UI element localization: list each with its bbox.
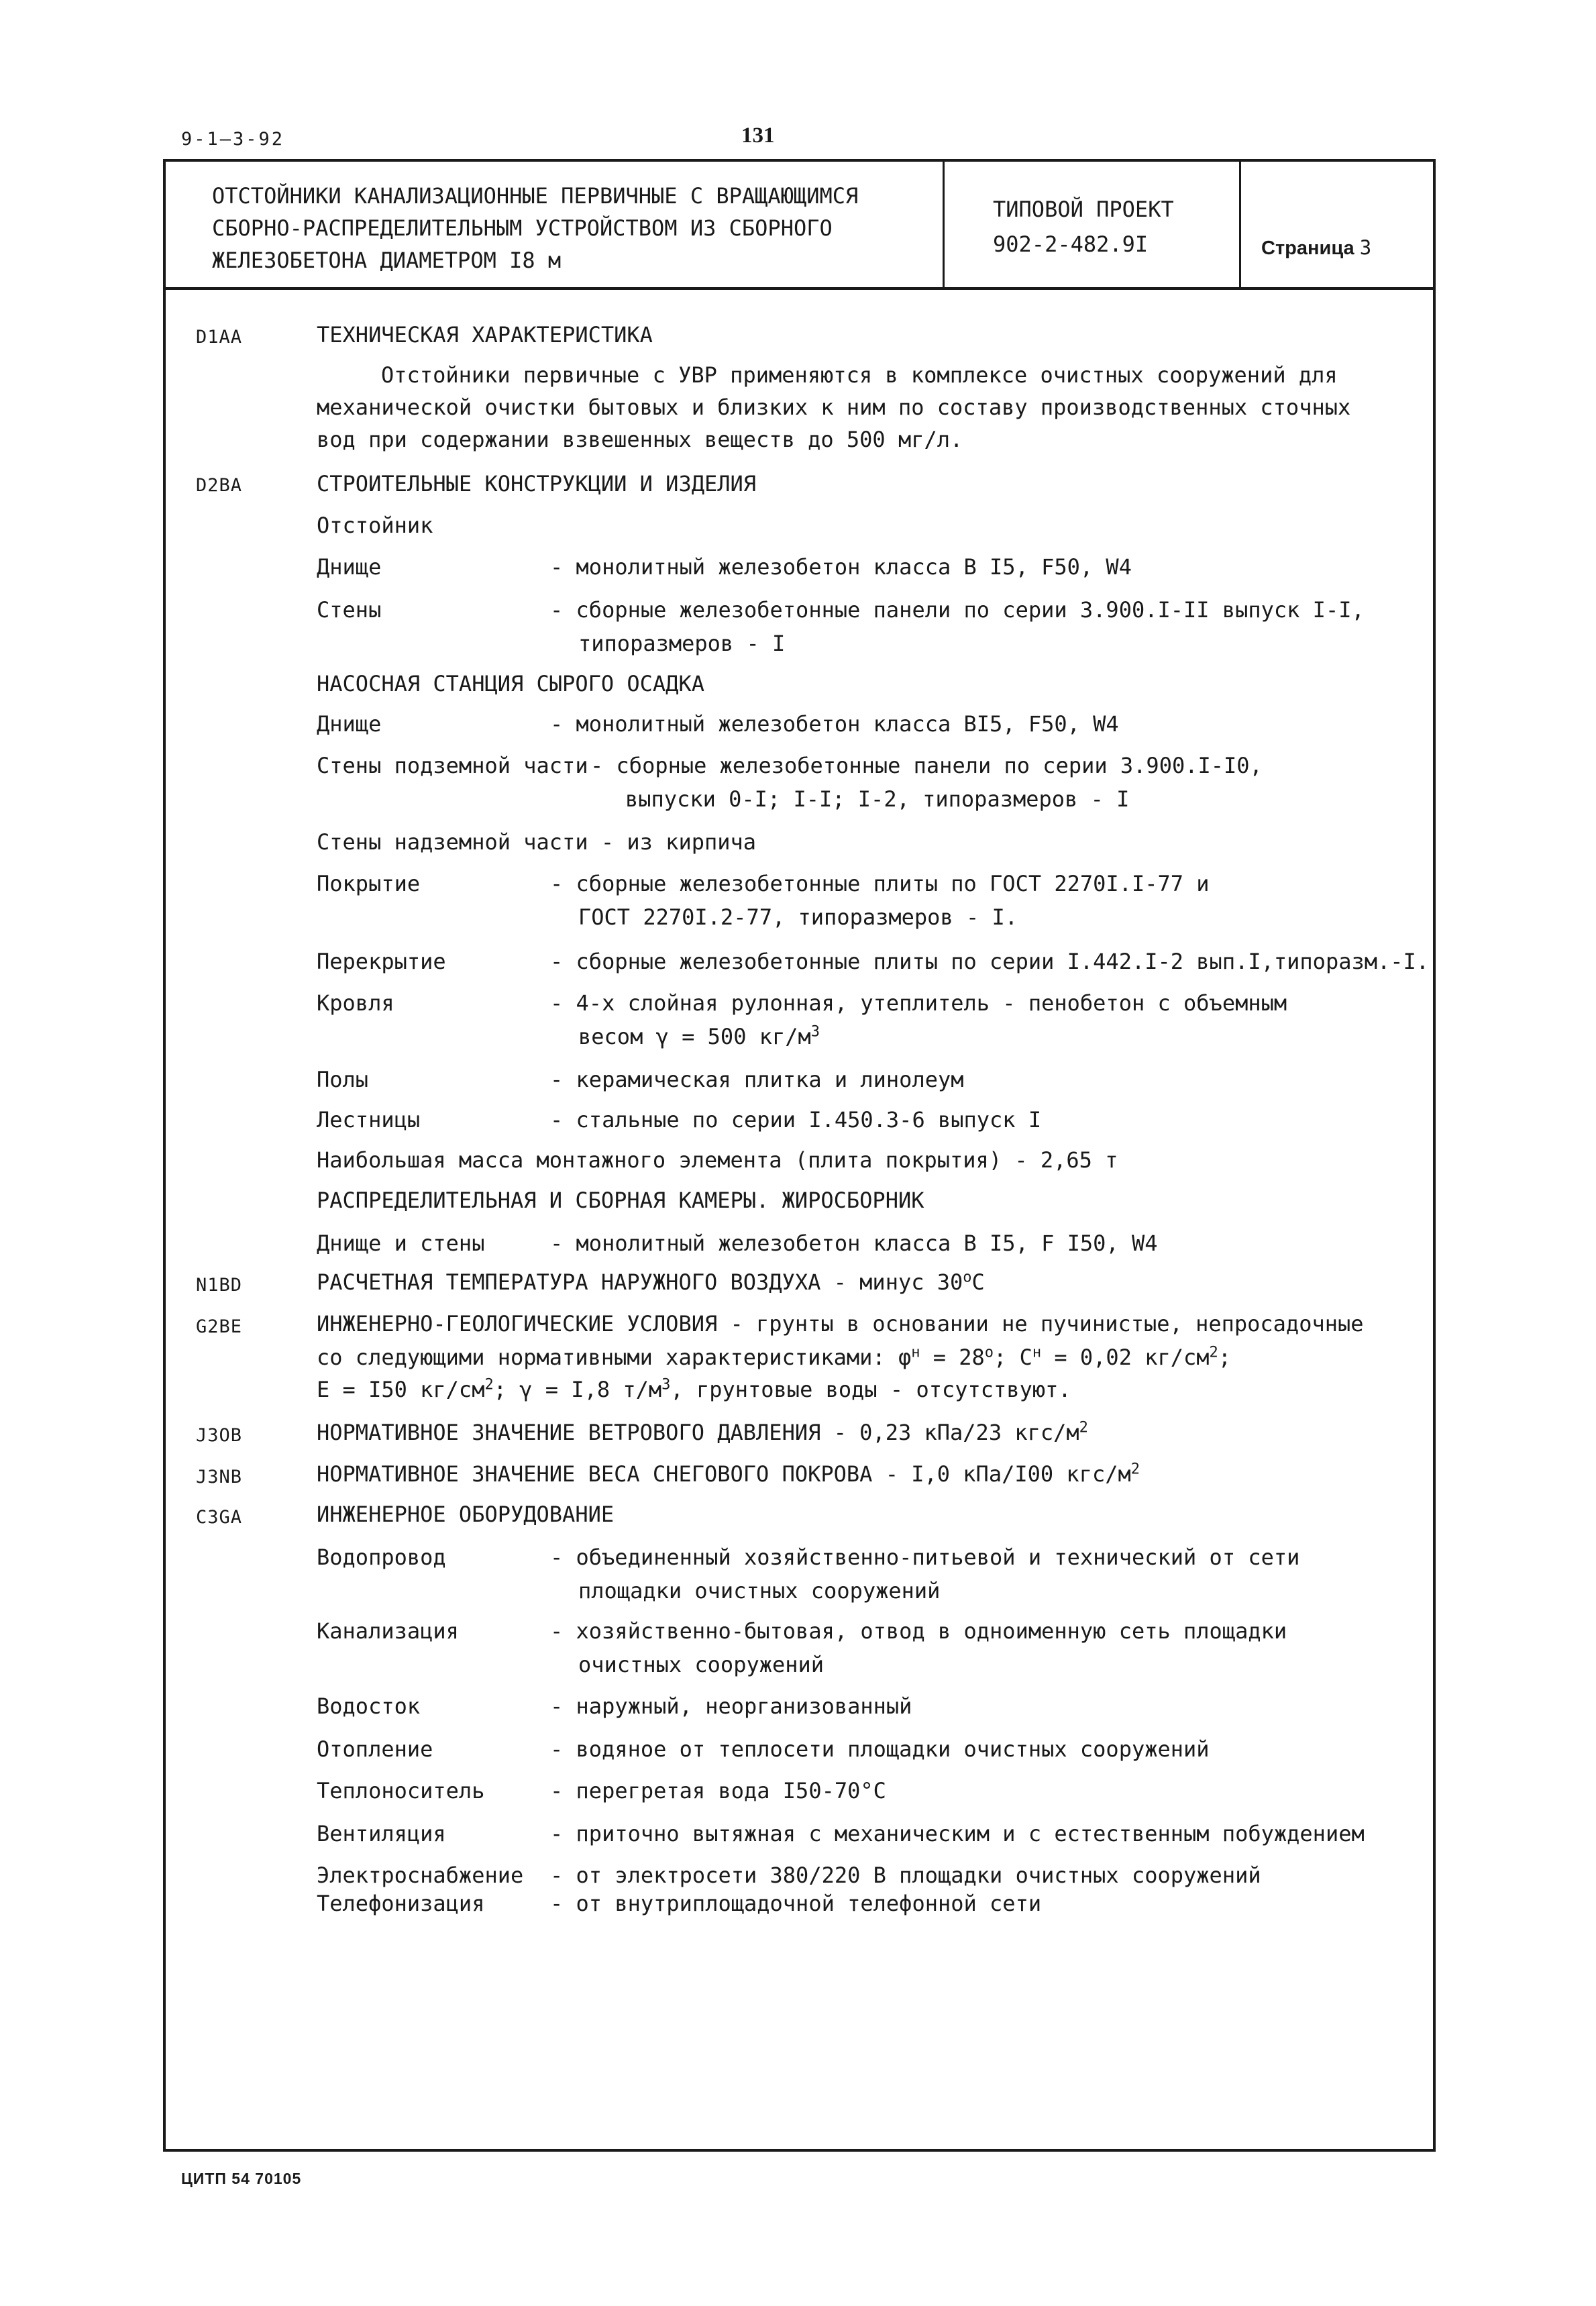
spec-value-continued: площадки очистных сооружений xyxy=(578,1578,941,1604)
spec-label: Стены xyxy=(317,597,382,623)
text-line xyxy=(317,1377,1071,1402)
geology-text: ; xyxy=(1218,1345,1232,1370)
spec-value: - перегретая вода I50-70°С xyxy=(550,1778,886,1803)
title-block-divider xyxy=(163,287,1436,290)
section-heading xyxy=(317,1461,1140,1487)
geology-text: ; С xyxy=(994,1345,1032,1370)
spec-value-continued: типоразмеров - I xyxy=(578,631,786,656)
wind-text: НОРМАТИВНОЕ ЗНАЧЕНИЕ ВЕТРОВОГО ДАВЛЕНИЯ - 0,23 кПа/23 кгс/м xyxy=(317,1420,1079,1445)
section-heading xyxy=(317,1420,1088,1445)
superscript: о xyxy=(984,1344,994,1361)
geology-text: ; γ = I,8 т/м xyxy=(493,1377,662,1402)
spec-value: - сборные железобетонные плиты по ГОСТ 2270I.I-77 и xyxy=(550,871,1210,896)
spec-value: - от электросети 380/220 В площадки очистных сооружений xyxy=(550,1863,1261,1888)
text-line: Отстойники первичные с УВР применяются в комплексе очистных сооружений для xyxy=(381,362,1338,388)
spec-label: Вентиляция xyxy=(317,1821,446,1846)
title-block-separator-2 xyxy=(1239,159,1241,289)
geology-text: Е = I50 кг/см xyxy=(317,1377,485,1402)
document-code: 9-1—3-92 xyxy=(181,129,285,150)
spec-value: - от внутриплощадочной телефонной сети xyxy=(550,1891,1042,1916)
section-code: C3GA xyxy=(196,1507,243,1528)
superscript: о xyxy=(963,1269,972,1286)
superscript: 2 xyxy=(1209,1344,1218,1361)
spec-value: - сборные железобетонные плиты по серии I.442.I-2 вып.I,типоразм.-I. xyxy=(550,949,1430,974)
subsection-title: НАСОСНАЯ СТАНЦИЯ СЫРОГО ОСАДКА xyxy=(317,671,704,696)
spec-value-continued xyxy=(578,1024,820,1049)
superscript: 2 xyxy=(484,1376,494,1394)
spec-line: Стены надземной части - из кирпича xyxy=(317,829,757,855)
spec-value: - сборные железобетонные панели по серии 3.900.I-II выпуск I-I, xyxy=(550,597,1365,623)
spec-value: - хозяйственно-бытовая, отвод в одноименную сеть площадки xyxy=(550,1618,1287,1644)
spec-value-continued: выпуски 0-I; I-I; I-2, типоразмеров - I xyxy=(625,786,1130,812)
section-heading: ТЕХНИЧЕСКАЯ ХАРАКТЕРИСТИКА xyxy=(317,322,653,348)
spec-value: - приточно вытяжная с механическим и с естественным побуждением xyxy=(550,1821,1365,1846)
section-code: J3NB xyxy=(196,1467,243,1487)
spec-label: Электроснабжение xyxy=(317,1863,524,1888)
section-heading: ИНЖЕНЕРНО-ГЕОЛОГИЧЕСКИЕ УСЛОВИЯ - грунты в основании не пучинистые, непросадочные xyxy=(317,1311,1364,1337)
snow-text: НОРМАТИВНОЕ ЗНАЧЕНИЕ ВЕСА СНЕГОВОГО ПОКРОВА - I,0 кПа/I00 кгс/м xyxy=(317,1461,1131,1487)
section-heading xyxy=(317,1269,985,1295)
superscript: 3 xyxy=(661,1376,671,1394)
spec-value: - водяное от теплосети площадки очистных сооружений xyxy=(550,1736,1210,1762)
spec-value: - монолитный железобетон класса BI5, F50, W4 xyxy=(550,711,1119,737)
project-number: 902-2-482.9I xyxy=(993,231,1149,257)
subsection-title: РАСПРЕДЕЛИТЕЛЬНАЯ И СБОРНАЯ КАМЕРЫ. ЖИРОСБОРНИК xyxy=(317,1188,924,1213)
spec-line: Наибольшая масса монтажного элемента (плита покрытия) - 2,65 т xyxy=(317,1147,1118,1173)
text-line: вод при содержании взвешенных веществ до 500 мг/л. xyxy=(317,427,963,452)
superscript: 3 xyxy=(810,1023,820,1041)
spec-label: Отопление xyxy=(317,1736,433,1762)
spec-value: - монолитный железобетон класса В I5, F50, W4 xyxy=(550,554,1132,580)
spec-label: Водопровод xyxy=(317,1544,446,1570)
temperature-unit: С xyxy=(971,1269,985,1295)
spec-label: Канализация xyxy=(317,1618,459,1644)
spec-label: Теплоноситель xyxy=(317,1778,485,1803)
sheet-number: 131 xyxy=(741,123,775,148)
footer-stamp: ЦИТП 54 70105 xyxy=(181,2170,302,2187)
section-code: J3OB xyxy=(196,1425,243,1446)
roof-weight-text: весом γ = 500 кг/м xyxy=(578,1024,811,1049)
temperature-text: РАСЧЕТНАЯ ТЕМПЕРАТУРА НАРУЖНОГО ВОЗДУХА - минус 30 xyxy=(317,1269,963,1295)
text-line xyxy=(317,1345,1231,1370)
geology-text: = 28 xyxy=(920,1345,985,1370)
spec-label: Днище xyxy=(317,554,382,580)
section-code: D2BA xyxy=(196,475,243,496)
page-value: 3 xyxy=(1359,236,1372,259)
title-line-1: ОТСТОЙНИКИ КАНАЛИЗАЦИОННЫЕ ПЕРВИЧНЫЕ С ВРАЩАЮЩИМСЯ xyxy=(212,183,859,209)
spec-value: - сборные железобетонные панели по серии 3.900.I-I0, xyxy=(590,753,1263,778)
superscript: 2 xyxy=(1130,1461,1140,1478)
document-title xyxy=(212,180,930,276)
section-heading: ИНЖЕНЕРНОЕ ОБОРУДОВАНИЕ xyxy=(317,1502,615,1527)
section-code: D1AA xyxy=(196,327,243,348)
geology-text: со следующими нормативными характеристиками: φ xyxy=(317,1345,912,1370)
project-block xyxy=(993,192,1174,262)
spec-label: Кровля xyxy=(317,990,394,1016)
superscript: н xyxy=(911,1344,920,1361)
page-label: Страница xyxy=(1261,238,1354,259)
spec-label: Стены подземной части xyxy=(317,753,588,778)
spec-label: Полы xyxy=(317,1067,369,1092)
spec-value: - объединенный хозяйственно-питьевой и технический от сети xyxy=(550,1544,1300,1570)
title-line-2: СБОРНО-РАСПРЕДЕЛИТЕЛЬНЫМ УСТРОЙСТВОМ ИЗ СБОРНОГО xyxy=(212,215,833,241)
text-line: механической очистки бытовых и близких к ним по составу производственных сточных xyxy=(317,395,1351,420)
subsection-title: Отстойник xyxy=(317,513,433,538)
title-block-separator-1 xyxy=(943,159,945,289)
section-code: N1BD xyxy=(196,1275,243,1296)
spec-value-continued: очистных сооружений xyxy=(578,1652,824,1677)
superscript: н xyxy=(1032,1344,1042,1361)
section-heading: СТРОИТЕЛЬНЫЕ КОНСТРУКЦИИ И ИЗДЕЛИЯ xyxy=(317,471,757,496)
geology-text: , грунтовые воды - отсутствуют. xyxy=(670,1377,1071,1402)
spec-value: - 4-х слойная рулонная, утеплитель - пенобетон с объемным xyxy=(550,990,1287,1016)
spec-value: - стальные по серии I.450.3-6 выпуск I xyxy=(550,1107,1042,1133)
spec-label: Днище и стены xyxy=(317,1230,485,1256)
page-indicator xyxy=(1261,236,1371,260)
superscript: 2 xyxy=(1079,1419,1088,1436)
section-code: G2BE xyxy=(196,1316,243,1337)
spec-label: Перекрытие xyxy=(317,949,446,974)
spec-value-continued: ГОСТ 2270I.2-77, типоразмеров - I. xyxy=(578,904,1018,930)
spec-value: - монолитный железобетон класса В I5, F I50, W4 xyxy=(550,1230,1158,1256)
spec-label: Лестницы xyxy=(317,1107,421,1133)
spec-value: - керамическая плитка и линолеум xyxy=(550,1067,964,1092)
spec-value: - наружный, неорганизованный xyxy=(550,1693,912,1719)
project-label: ТИПОВОЙ ПРОЕКТ xyxy=(993,197,1174,222)
title-line-3: ЖЕЛЕЗОБЕТОНА ДИАМЕТРОМ I8 м xyxy=(212,248,562,273)
spec-label: Водосток xyxy=(317,1693,421,1719)
geology-text: = 0,02 кг/см xyxy=(1041,1345,1210,1370)
spec-label: Днище xyxy=(317,711,382,737)
spec-label: Телефонизация xyxy=(317,1891,485,1916)
spec-label: Покрытие xyxy=(317,871,421,896)
